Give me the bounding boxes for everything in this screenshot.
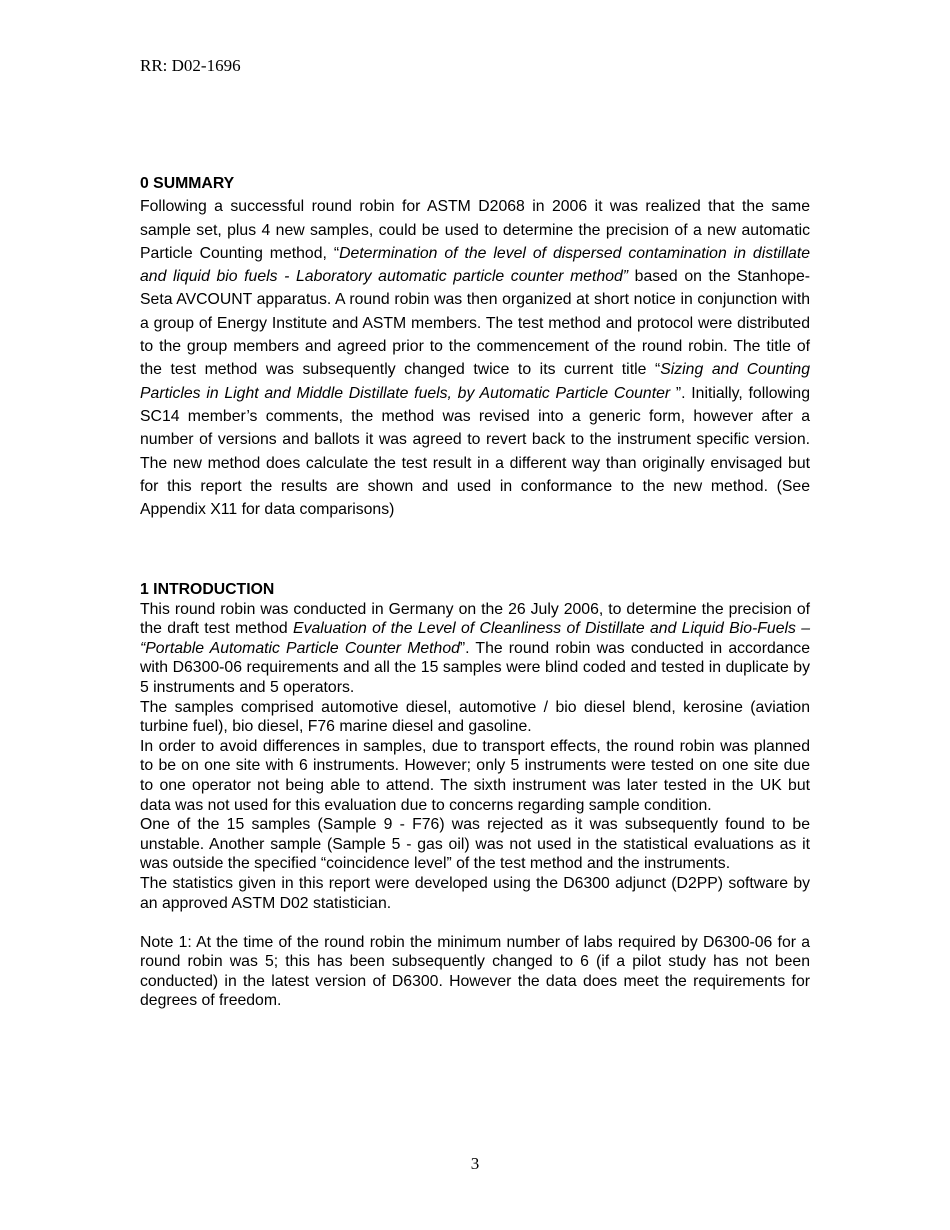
summary-method-title: Determination of the level of dispersed contamination in distillate and liquid bio fuels - Laboratory automatic particle counter method” [140, 244, 810, 286]
intro-text-2: ”. The round robin was conducted in accordance with D6300-06 requirements and all the 15 samples were blind coded and tested in duplicate by 5 instruments and 5 operators. [140, 639, 810, 696]
document-reference: RR: D02-1696 [140, 56, 241, 75]
intro-method-title: Evaluation of the Level of Cleanliness of Distillate and Liquid Bio-Fuels – “Portable Automatic Particle Counter Method [140, 620, 810, 657]
summary-text-1: Following a successful round robin for ASTM D2068 in 2006 it was realized that the same sample set, plus 4 new samples, could be used to determine the precision of a new automatic Particle Counting method, “ [140, 198, 810, 262]
introduction-paragraph-1 [140, 600, 810, 698]
introduction-heading: 1 INTRODUCTION [140, 581, 275, 598]
introduction-paragraph-3: In order to avoid differences in samples, due to transport effects, the round robin was planned to be on one site with 6 instruments. However; only 5 instruments were tested on one site due to one operator not being able to attend. The sixth instrument was later tested in the UK but data was not used for this evaluation due to concerns regarding sample condition. [140, 737, 810, 814]
summary-heading: 0 SUMMARY [140, 175, 235, 192]
summary-section [140, 172, 810, 521]
intro-text-1: This round robin was conducted in Germany on the 26 July 2006, to determine the precision of the draft test method [140, 600, 810, 638]
page-number: 3 [470, 1154, 480, 1173]
introduction-paragraph-5: The statistics given in this report were developed using the D6300 adjunct (D2PP) software by an approved ASTM D02 statistician. [140, 874, 810, 912]
summary-current-title: Sizing and Counting Particles in Light and Middle Distillate fuels, by Automatic Particle Counter [140, 361, 810, 402]
summary-text-3: ”. Initially, following SC14 member’s comments, the method was revised into a generic form, however after a number of versions and ballots it was agreed to revert back to the instrument specific version. The new method does calculate the test result in a different way than originally envisaged but for this report the results are shown and used in conformance to the new method. (See Appendix X11 for data comparisons) [140, 384, 811, 519]
paragraph-spacer [140, 913, 810, 933]
summary-text-2: based on the Stanhope-Seta AVCOUNT apparatus. A round robin was then organized at short notice in conjunction with a group of Energy Institute and ASTM members. The test method and protocol were distributed to the group members and agreed prior to the commencement of the round robin. The title of the test method was subsequently changed twice to its current title “ [140, 268, 810, 379]
summary-paragraph [140, 195, 810, 521]
introduction-paragraph-4: One of the 15 samples (Sample 9 - F76) was rejected as it was subsequently found to be unstable. Another sample (Sample 5 - gas oil) was not used in the statistical evaluations as it was outside the specified “coincidence level” of the test method and the instruments. [140, 816, 810, 873]
introduction-note: Note 1: At the time of the round robin the minimum number of labs required by D6300-06 for a round robin was 5; this has been subsequently changed to 6 (if a pilot study has not been conducted) in the latest version of D6300. However the data does meet the requirements for degrees of freedom. [140, 933, 810, 1010]
introduction-section [140, 580, 810, 1011]
introduction-paragraph-2: The samples comprised automotive diesel, automotive / bio diesel blend, kerosine (aviation turbine fuel), bio diesel, F76 marine diesel and gasoline. [140, 698, 810, 736]
